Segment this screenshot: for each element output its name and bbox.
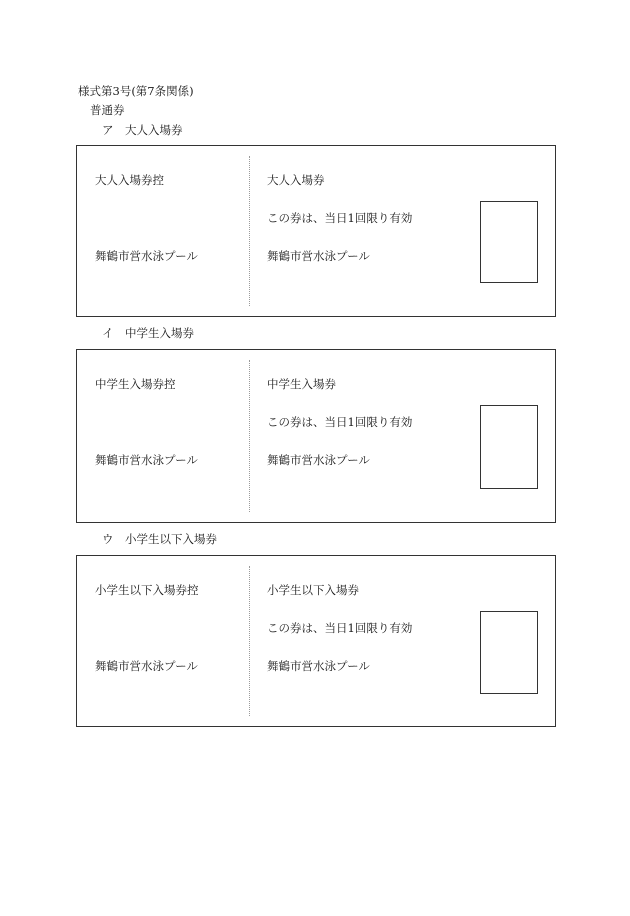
ticket-title: 小学生以下入場券 — [267, 583, 359, 597]
ticket-heading-junior-high: イ 中学生入場券 — [102, 326, 194, 340]
stamp-box — [480, 611, 538, 694]
validity-note: この券は、当日1回限り有効 — [267, 621, 413, 635]
ticket-elementary — [76, 555, 556, 727]
ticket-heading-elementary: ウ 小学生以下入場券 — [102, 532, 217, 546]
ticket-title: 中学生入場券 — [267, 377, 336, 391]
validity-note: この券は、当日1回限り有効 — [267, 415, 413, 429]
section-heading: 普通券 — [90, 103, 125, 117]
stub-place: 舞鶴市営水泳プール — [95, 249, 198, 263]
perforation-line — [249, 156, 250, 306]
ticket-place: 舞鶴市営水泳プール — [267, 659, 370, 673]
stub-title: 大人入場券控 — [95, 173, 164, 187]
stamp-box — [480, 201, 538, 283]
ticket-junior-high — [76, 349, 556, 523]
ticket-place: 舞鶴市営水泳プール — [267, 249, 370, 263]
ticket-adult — [76, 145, 556, 317]
stub-title: 中学生入場券控 — [95, 377, 176, 391]
validity-note: この券は、当日1回限り有効 — [267, 211, 413, 225]
stub-place: 舞鶴市営水泳プール — [95, 659, 198, 673]
ticket-place: 舞鶴市営水泳プール — [267, 453, 370, 467]
perforation-line — [249, 566, 250, 716]
ticket-heading-adult: ア 大人入場券 — [102, 123, 183, 137]
stub-place: 舞鶴市営水泳プール — [95, 453, 198, 467]
stamp-box — [480, 405, 538, 489]
form-title: 様式第3号(第7条関係) — [78, 84, 194, 98]
ticket-title: 大人入場券 — [267, 173, 325, 187]
stub-title: 小学生以下入場券控 — [95, 583, 199, 597]
perforation-line — [249, 360, 250, 512]
